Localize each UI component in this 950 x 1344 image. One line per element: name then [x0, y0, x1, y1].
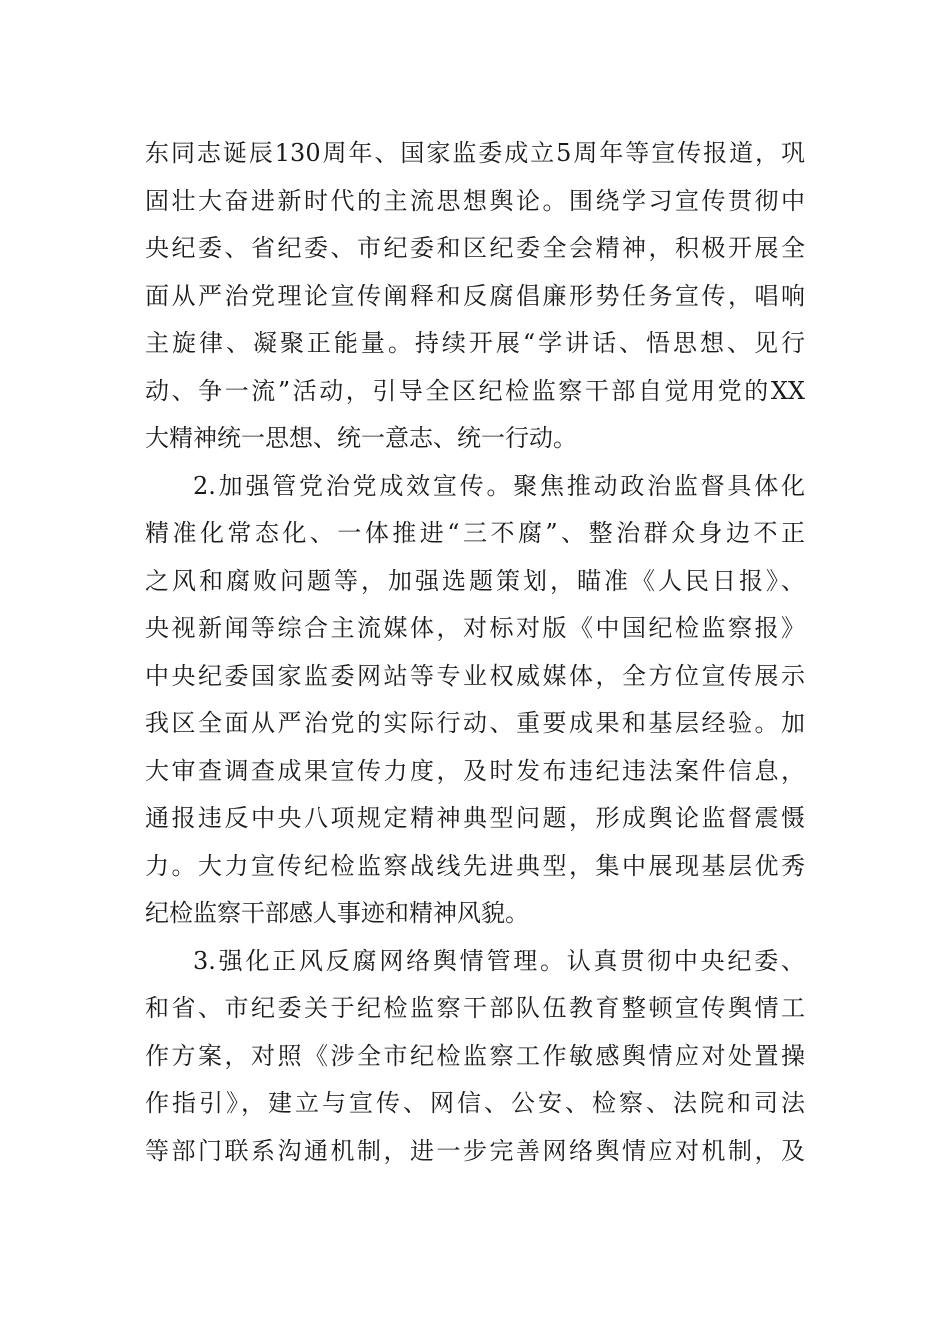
text-line: 固壮大奋进新时代的主流思想舆论。围绕学习宣传贯彻中	[145, 186, 805, 215]
text-line: 央纪委、省纪委、市纪委和区纪委全会精神，积极开展全	[145, 234, 805, 262]
text-line: 2.加强管党治党成效宣传。聚焦推动政治监督具体化	[193, 471, 805, 500]
document-page	[145, 130, 805, 1175]
paragraph-3	[145, 938, 805, 1176]
text-line: 之风和腐败问题等，加强选题策划，瞄准《人民日报》、	[145, 566, 805, 595]
text-line: 力。大力宣传纪检监察战线先进典型，集中展现基层优秀	[145, 851, 805, 880]
text-line: 通报违反中央八项规定精神典型问题，形成舆论监督震慑	[145, 804, 805, 832]
text-line: 作指引》，建立与宣传、网信、公安、检察、法院和司法	[145, 1089, 805, 1117]
text-line: 3.强化正风反腐网络舆情管理。认真贯彻中央纪委、	[193, 946, 805, 975]
text-line: 和省、市纪委关于纪检监察干部队伍教育整顿宣传舆情工	[145, 994, 805, 1022]
text-line: 中央纪委国家监委网站等专业权威媒体，全方位宣传展示	[145, 661, 805, 690]
text-line: 面从严治党理论宣传阐释和反腐倡廉形势任务宣传，唱响	[145, 281, 805, 310]
text-line: 东同志诞辰130周年、国家监委成立5周年等宣传报道，巩	[145, 139, 805, 167]
text-line: 大精神统一思想、统一意志、统一行动。	[145, 424, 577, 452]
text-line: 精准化常态化、一体推进“三不腐”、整治群众身边不正	[145, 519, 805, 547]
text-line: 纪检监察干部感人事迹和精神风貌。	[145, 899, 529, 927]
paragraph-2	[145, 463, 805, 938]
text-line: 央视新闻等综合主流媒体，对标对版《中国纪检监察报》	[145, 614, 805, 642]
text-line: 我区全面从严治党的实际行动、重要成果和基层经验。加	[145, 709, 805, 737]
paragraph-1	[145, 130, 805, 463]
text-line: 作方案，对照《涉全市纪检监察工作敏感舆情应对处置操	[145, 1041, 805, 1070]
text-line: 动、争一流”活动，引导全区纪检监察干部自觉用党的XX	[145, 376, 805, 405]
text-line: 主旋律、凝聚正能量。持续开展“学讲话、悟思想、见行	[145, 329, 805, 357]
text-line: 大审查调查成果宣传力度，及时发布违纪违法案件信息，	[145, 756, 805, 785]
text-line: 等部门联系沟通机制，进一步完善网络舆情应对机制，及	[145, 1136, 805, 1165]
